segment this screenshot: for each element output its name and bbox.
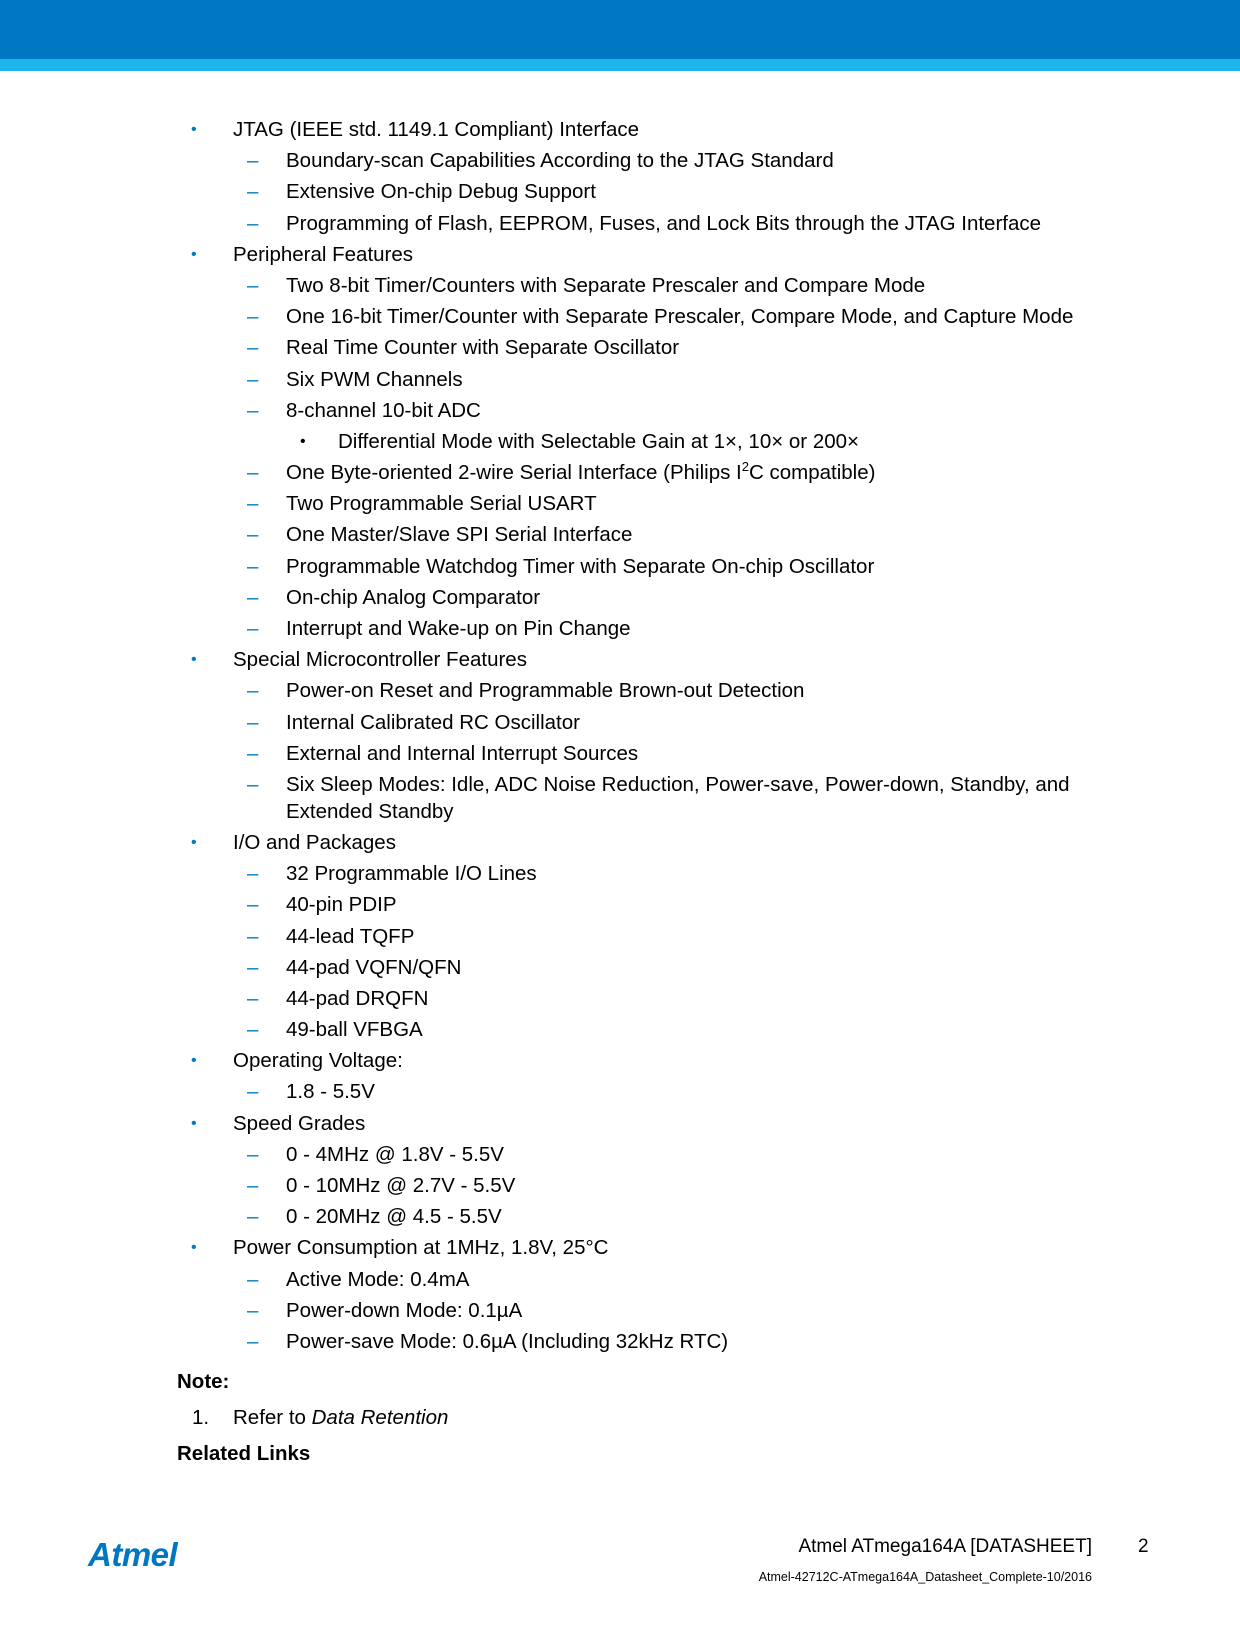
dash-icon: –	[247, 955, 259, 979]
related-links-heading: Related Links	[177, 1442, 311, 1465]
document-id: Atmel-42712C-ATmega164A_Datasheet_Complete-10/2016	[758, 1570, 1092, 1584]
dash-icon: –	[247, 1018, 259, 1042]
list-item: – Active Mode: 0.4mA	[0, 1264, 1240, 1295]
list-item: • JTAG (IEEE std. 1149.1 Compliant) Interface	[0, 114, 1240, 145]
list-item: – Power-down Mode: 0.1µA	[0, 1295, 1240, 1326]
bullet-icon: •	[191, 1052, 197, 1070]
dash-icon: –	[247, 336, 259, 360]
list-item: • Power Consumption at 1MHz, 1.8V, 25°C	[0, 1232, 1240, 1263]
list-item: – 0 - 20MHz @ 4.5 - 5.5V	[0, 1201, 1240, 1232]
list-item: – 0 - 10MHz @ 2.7V - 5.5V	[0, 1170, 1240, 1201]
dash-icon: –	[247, 554, 259, 578]
list-item: – One Byte-oriented 2-wire Serial Interface (Philips $I^2C$ compatible)	[0, 457, 1240, 488]
list-item: • I/O and Packages	[0, 827, 1240, 858]
footer-title: Atmel ATmega164A [DATASHEET]	[798, 1536, 1092, 1557]
dash-icon: –	[247, 679, 259, 703]
list-item: – Programmable Watchdog Timer with Separate On-chip Oscillator	[0, 551, 1240, 582]
list-item: – Two 8-bit Timer/Counters with Separate Prescaler and Compare Mode	[0, 270, 1240, 301]
dash-icon: –	[247, 1267, 259, 1291]
list-item: – External and Internal Interrupt Sources	[0, 738, 1240, 769]
dash-icon: –	[247, 273, 259, 297]
dash-icon: –	[247, 585, 259, 609]
dash-icon: –	[247, 398, 259, 422]
bullet-icon: •	[191, 833, 197, 851]
dash-icon: –	[247, 149, 259, 173]
note-heading: Note:	[177, 1370, 230, 1393]
bullet-icon: •	[191, 1114, 197, 1132]
list-item: – Internal Calibrated RC Oscillator	[0, 707, 1240, 738]
list-item: • Speed Grades	[0, 1108, 1240, 1139]
dash-icon: –	[247, 1174, 259, 1197]
dash-icon: –	[247, 1205, 259, 1229]
dash-icon: –	[247, 893, 259, 917]
list-item: • Special Microcontroller Features	[0, 644, 1240, 675]
dash-icon: –	[247, 986, 259, 1010]
dash-icon: –	[247, 1080, 259, 1104]
dash-icon: –	[247, 862, 259, 886]
list-item: – 1.8 - 5.5V	[0, 1076, 1240, 1107]
list-item: – Real Time Counter with Separate Oscillator	[0, 332, 1240, 363]
dash-icon: –	[247, 741, 259, 765]
dash-icon: –	[247, 617, 259, 640]
bullet-icon: •	[191, 651, 197, 669]
list-item: – 44-pad VQFN/QFN	[0, 952, 1240, 983]
list-item: – 8-channel 10-bit ADC	[0, 395, 1240, 426]
dash-icon: –	[247, 523, 259, 547]
dash-icon: –	[247, 180, 259, 204]
note-item	[0, 1403, 1240, 1433]
note-prefix: Refer to	[233, 1406, 312, 1429]
header-stripe	[0, 59, 1240, 71]
atmel-logo	[86, 1535, 212, 1575]
atmel-logo-text: Atmel	[88, 1536, 178, 1573]
feature-list	[0, 114, 1240, 1357]
header-band	[0, 0, 1240, 59]
bullet-icon: •	[300, 432, 306, 450]
dash-icon: –	[247, 1329, 259, 1353]
list-item: – Power-save Mode: 0.6µA (Including 32kHz RTC)	[0, 1326, 1240, 1357]
list-item: – Extensive On-chip Debug Support	[0, 176, 1240, 207]
dash-icon: –	[247, 772, 259, 796]
list-item: • Peripheral Features	[0, 239, 1240, 270]
list-item: – 40-pin PDIP	[0, 889, 1240, 920]
bullet-icon: •	[191, 1239, 197, 1257]
list-item: – 49-ball VFBGA	[0, 1014, 1240, 1045]
list-item: – 44-lead TQFP	[0, 921, 1240, 952]
list-item: – Two Programmable Serial USART	[0, 488, 1240, 519]
list-item: – Boundary-scan Capabilities According to the JTAG Standard	[0, 145, 1240, 176]
dash-icon: –	[247, 1142, 259, 1166]
list-item: – One Master/Slave SPI Serial Interface	[0, 519, 1240, 550]
list-item: – Six Sleep Modes: Idle, ADC Noise Reduction, Power-save, Power-down, Standby, and Extended Standby	[0, 769, 1240, 827]
dash-icon: –	[247, 924, 259, 948]
note-number: 1.	[192, 1406, 210, 1429]
dash-icon: –	[247, 461, 259, 485]
dash-icon: –	[247, 211, 259, 235]
list-item: – Programming of Flash, EEPROM, Fuses, and Lock Bits through the JTAG Interface	[0, 208, 1240, 239]
list-item: – 0 - 4MHz @ 1.8V - 5.5V	[0, 1139, 1240, 1170]
list-item: – Interrupt and Wake-up on Pin Change	[0, 613, 1240, 644]
list-item: – Power-on Reset and Programmable Brown-out Detection	[0, 675, 1240, 706]
list-item: – Six PWM Channels	[0, 364, 1240, 395]
bullet-icon: •	[191, 121, 197, 138]
bullet-icon: •	[191, 245, 197, 263]
list-item: – One 16-bit Timer/Counter with Separate Prescaler, Compare Mode, and Capture Mode	[0, 301, 1240, 332]
dash-icon: –	[247, 305, 259, 329]
list-item: – 32 Programmable I/O Lines	[0, 858, 1240, 889]
dash-icon: –	[247, 710, 259, 734]
dash-icon: –	[247, 492, 259, 516]
dash-icon: –	[247, 367, 259, 391]
data-retention-link[interactable]: Data Retention	[311, 1406, 449, 1429]
page-number: 2	[1138, 1536, 1149, 1557]
list-item: • Operating Voltage:	[0, 1045, 1240, 1076]
list-item: – On-chip Analog Comparator	[0, 582, 1240, 613]
list-item: – 44-pad DRQFN	[0, 983, 1240, 1014]
list-item: • Differential Mode with Selectable Gain at 1×, 10× or 200×	[0, 426, 1240, 457]
dash-icon: –	[247, 1298, 259, 1322]
